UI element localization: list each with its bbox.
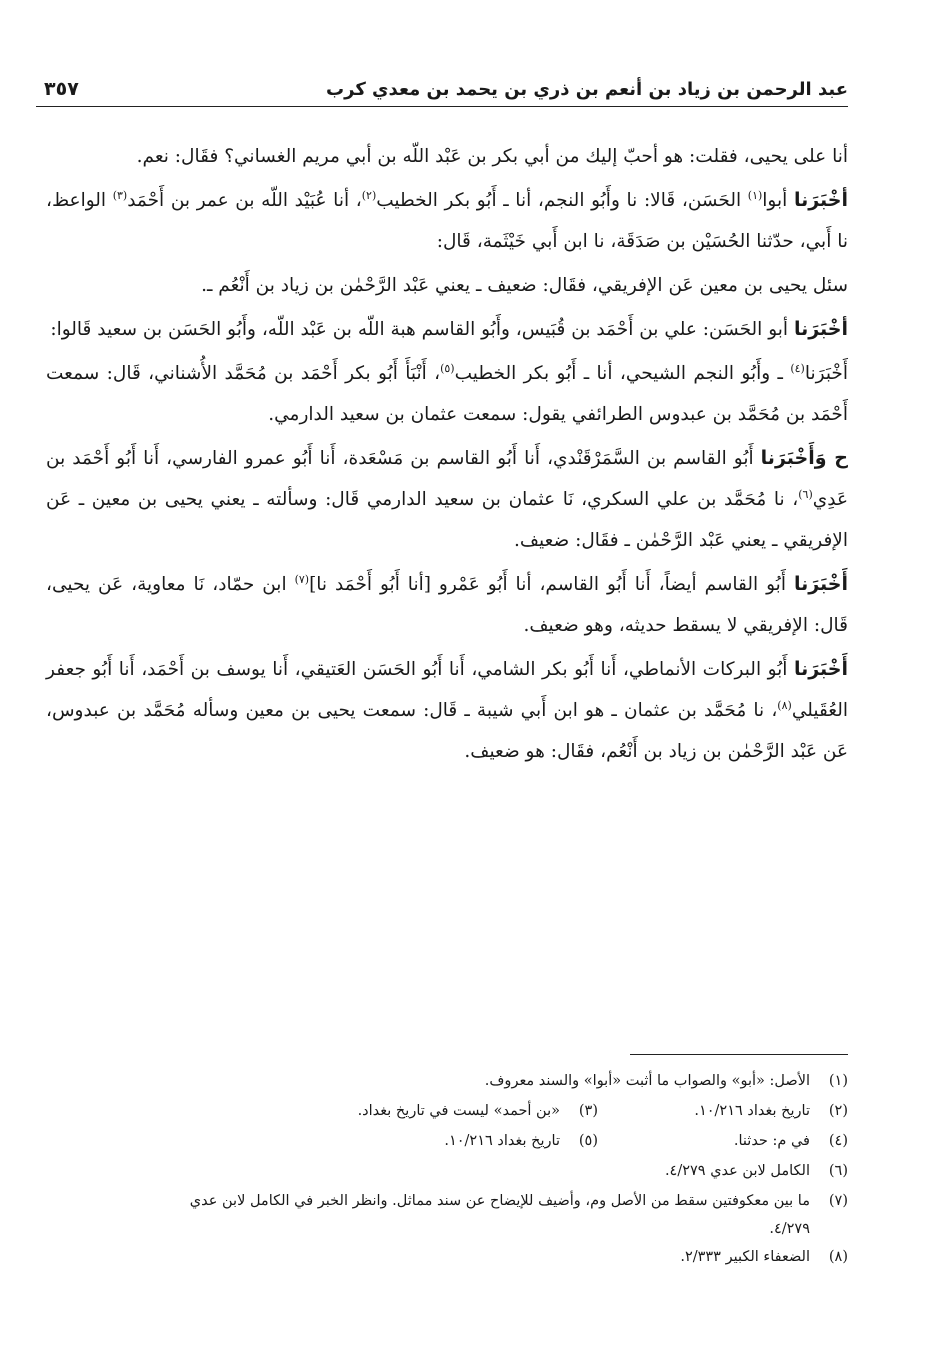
footnote-number: (٦) xyxy=(828,1163,848,1179)
paragraph-5-text-1: أَخْبَرَنا xyxy=(804,363,848,384)
footnote-text: «بن أحمد» ليست في تاريخ بغداد. xyxy=(357,1103,560,1119)
footnote-ref-7: (٧) xyxy=(294,572,310,586)
paragraph-4-lead: أخْبَرَنا xyxy=(793,318,848,340)
paragraph-7 xyxy=(46,564,848,646)
footnote-text: الضعفاء الكبير ٢/٣٣٣. xyxy=(680,1249,810,1265)
paragraph-6-lead: ح وَأَخْبَرَنا xyxy=(760,447,849,469)
footnote-ref-2: (٢) xyxy=(361,188,377,202)
paragraph-8-text-1: أَبُو البركات الأنماطي، أَنا أَبُو بكر الشامي، أَنا أَبُو الحَسَن العَتيقي، أَنا يوسف بن أَحْمَد، أَنا أَبُو جعفر العُقَيلي xyxy=(46,659,848,721)
footnote-2 xyxy=(598,1096,848,1126)
paragraph-2-text-2: الحَسَن، قَالا: نا وأَبُو النجم، أنا ـ أَبُو بكر الخطيب xyxy=(376,190,748,211)
footnote-6 xyxy=(50,1156,848,1186)
running-title: عبد الرحمن بن زياد بن أنعم بن ذري بن يحمد بن معدي كرب xyxy=(326,79,848,100)
paragraph-2 xyxy=(46,180,848,262)
footnote-text: الأصل: «أبو» والصواب ما أثبت «أبوا» والسند معروف. xyxy=(484,1073,810,1089)
paragraph-2-lead: أخْبَرَنا xyxy=(793,189,848,211)
footnote-row-4-5 xyxy=(50,1126,848,1156)
footnote-5 xyxy=(348,1126,598,1156)
main-text xyxy=(46,136,848,775)
paragraph-8-lead: أَخْبَرَنا xyxy=(793,658,848,680)
footnote-1 xyxy=(50,1066,848,1096)
footnote-text: تاريخ بغداد ١٠/٢١٦. xyxy=(444,1133,560,1149)
footnote-7 xyxy=(50,1186,848,1216)
footnote-number: (٨) xyxy=(828,1249,848,1265)
page-number: ٣٥٧ xyxy=(44,78,79,100)
paragraph-2-text-1: أبوا xyxy=(762,190,794,211)
paragraph-4-text-1: أبو الحَسَن: علي بن أَحْمَد بن قُبَيس، وأَبُو القاسم هبة اللّه بن عَبْد اللّه، وأَبُو الحَسَن بن سعيد قَالوا: xyxy=(50,319,794,340)
paragraph-6-text-1: أَبُو القاسم بن السَّمَرْقَنْدي، أَنا أَبُو القاسم بن مَسْعَدة، أَنا أَبُو عمرو الفارسي، أَنا أَبُو أَحْمَد بن عَدِي xyxy=(46,448,848,510)
paragraph-7-lead: أَخْبَرَنا xyxy=(793,573,848,595)
footnote-number: (٥) xyxy=(578,1133,598,1149)
footnotes xyxy=(50,1066,848,1272)
footnote-ref-4: (٤) xyxy=(790,361,805,375)
footnote-text: تاريخ بغداد ١٠/٢١٦. xyxy=(694,1103,810,1119)
footnote-number: (٢) xyxy=(828,1103,848,1119)
paragraph-4 xyxy=(46,309,848,350)
paragraph-5 xyxy=(46,353,848,435)
footnote-divider xyxy=(630,1054,848,1055)
paragraph-5-text-3: ، أَنْبَأَ أَبُو بكر أَحْمَد بن مُحَمَّد الأُشناني، قَال: سمعت أَحْمَد بن مُحَمَّد بن عبدوس الطرائفي يقول: سمعت عثمان بن سعيد الدارمي. xyxy=(46,363,848,425)
footnote-3 xyxy=(348,1096,598,1126)
footnote-text: ما بين معكوفتين سقط من الأصل وم، وأضيف للإيضاح عن سند مماثل. وانظر الخبر في الكامل لابن عدي xyxy=(189,1193,810,1209)
paragraph-8 xyxy=(46,649,848,772)
footnote-number: (١) xyxy=(828,1073,848,1089)
footnote-text: في م: حدثنا. xyxy=(733,1133,810,1149)
paragraph-7-text-2: ابن حمّاد، نَا معاوية، عَن يحيى، قَال: الإفريقي لا يسقط حديثه، وهو ضعيف. xyxy=(46,574,848,636)
paragraph-2-text-4: الواعظ، نا أَبي، حدّثنا الحُسَيْن بن صَدَقَة، نا ابن أَبي خَيْثَمة، قَال: xyxy=(46,190,848,252)
footnote-number: (٣) xyxy=(578,1103,598,1119)
footnote-number: (٧) xyxy=(828,1193,848,1209)
footnote-ref-8: (٨) xyxy=(777,698,792,712)
paragraph-5-text-2: ـ وأَبُو النجم الشيحي، أنا ـ أَبُو بكر الخطيب xyxy=(454,363,791,384)
footnote-7-continuation: ٤/٢٧٩. xyxy=(769,1221,810,1237)
footnote-ref-3: (٣) xyxy=(112,188,128,202)
paragraph-3-text: سئل يحيى بن معين عَن الإفريقي، فقَال: ضعيف ـ يعني عَبْد الرَّحْمٰن بن زياد بن أَنْعُم ـ. xyxy=(201,275,848,296)
paragraph-6 xyxy=(46,438,848,561)
footnote-row-2-3 xyxy=(50,1096,848,1126)
footnote-text: الكامل لابن عدي ٤/٢٧٩. xyxy=(664,1163,810,1179)
footnote-4 xyxy=(598,1126,848,1156)
footnote-8 xyxy=(50,1242,848,1272)
paragraph-3 xyxy=(46,265,848,306)
paragraph-7-text-1: أَبُو القاسم أيضاً، أَنا أَبُو القاسم، أنا أَبُو عَمْرو [أنا أَبُو أَحْمَد نا] xyxy=(309,574,794,595)
running-header xyxy=(36,72,848,107)
paragraph-8-text-2: ، نا مُحَمَّد بن عثمان ـ هو ابن أَبي شيبة ـ قَال: سمعت يحيى بن معين وسأله مُحَمَّد بن عبدوس، عَن عَبْد الرَّحْمٰن بن زياد بن أَنْعُم، فقَال: هو ضعيف. xyxy=(46,700,848,762)
footnote-ref-6: (٦) xyxy=(798,487,813,501)
paragraph-6-text-2: ، نا مُحَمَّد بن علي السكري، نَا عثمان بن سعيد الدارمي قَال: وسألته ـ يعني يحيى بن معين ـ عَن الإفريقي ـ يعني عَبْد الرَّحْمٰن ـ فقَال: ضعيف. xyxy=(46,489,848,551)
footnote-ref-5: (٥) xyxy=(440,361,455,375)
paragraph-2-text-3: ، أنا عُبَيْد اللّه بن عمر بن أَحْمَد xyxy=(127,190,362,211)
paragraph-1-text: أنا على يحيى، فقلت: هو أحبّ إليك من أبي بكر بن عَبْد اللّه بن أبي مريم الغساني؟ فقَال: نعم. xyxy=(136,146,848,167)
footnote-ref-1: (١) xyxy=(747,188,763,202)
footnote-number: (٤) xyxy=(828,1133,848,1149)
paragraph-1 xyxy=(46,136,848,177)
